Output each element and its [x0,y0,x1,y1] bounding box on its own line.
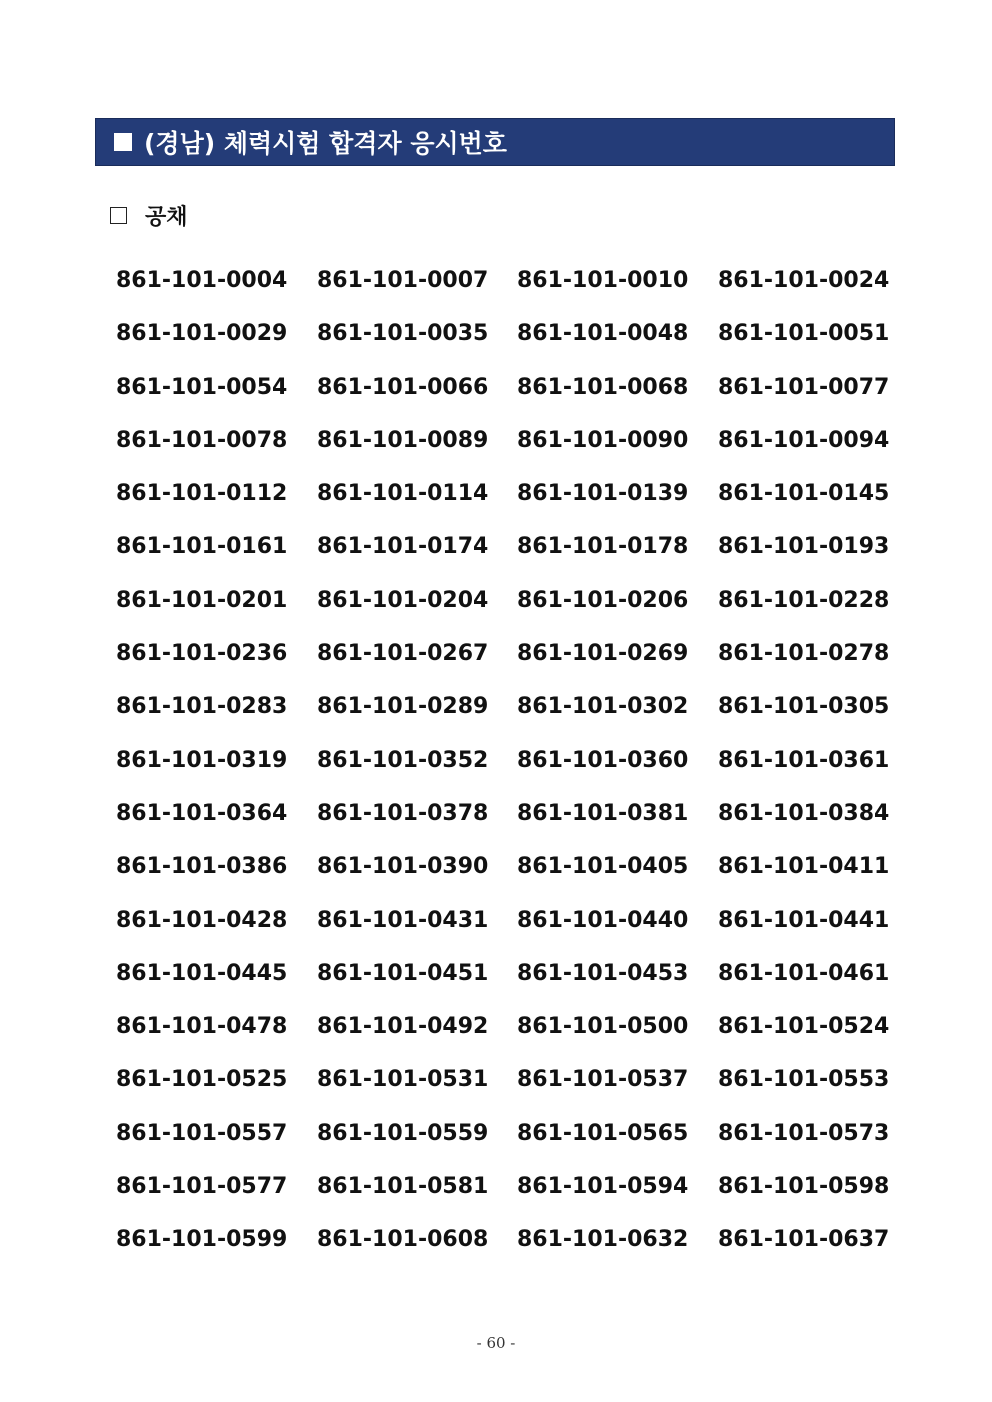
applicant-number: 861-101-0068 [517,374,689,400]
applicant-number: 861-101-0553 [718,1067,890,1093]
applicant-number: 861-101-0428 [116,907,288,933]
applicant-number: 861-101-0453 [517,960,689,986]
applicant-number: 861-101-0319 [116,747,288,773]
filled-square-icon [114,133,132,151]
applicant-number: 861-101-0537 [517,1067,689,1093]
applicant-number: 861-101-0139 [517,481,689,507]
applicant-number: 861-101-0451 [317,960,489,986]
applicant-number: 861-101-0035 [317,321,489,347]
applicant-number: 861-101-0565 [517,1120,689,1146]
section-heading [110,200,188,230]
applicant-number: 861-101-0440 [517,907,689,933]
applicant-number: 861-101-0581 [317,1174,489,1200]
applicant-number: 861-101-0302 [517,694,689,720]
applicant-number: 861-101-0066 [317,374,489,400]
applicant-number: 861-101-0478 [116,1014,288,1040]
applicant-number: 861-101-0029 [116,321,288,347]
applicant-number: 861-101-0206 [517,587,689,613]
applicant-number: 861-101-0608 [317,1227,489,1253]
applicant-number: 861-101-0381 [517,800,689,826]
applicant-number: 861-101-0441 [718,907,890,933]
applicant-number: 861-101-0524 [718,1014,890,1040]
applicant-number: 861-101-0531 [317,1067,489,1093]
applicant-number: 861-101-0007 [317,268,489,293]
applicant-number: 861-101-0577 [116,1174,288,1200]
applicant-number: 861-101-0054 [116,374,288,400]
applicant-number: 861-101-0411 [718,854,890,880]
applicant-number: 861-101-0004 [116,268,288,293]
applicant-number: 861-101-0267 [317,641,489,667]
applicant-number: 861-101-0161 [116,534,288,560]
applicant-number: 861-101-0500 [517,1014,689,1040]
applicant-number: 861-101-0431 [317,907,489,933]
applicant-number: 861-101-0384 [718,800,890,826]
applicant-number: 861-101-0360 [517,747,689,773]
applicant-number: 861-101-0078 [116,427,288,453]
applicant-number: 861-101-0112 [116,481,288,507]
applicant-number: 861-101-0492 [317,1014,489,1040]
section-label: 공채 [145,204,188,230]
applicant-number: 861-101-0201 [116,587,288,613]
applicant-number: 861-101-0598 [718,1174,890,1200]
applicant-number: 861-101-0599 [116,1227,288,1253]
applicant-number: 861-101-0077 [718,374,890,400]
applicant-number: 861-101-0305 [718,694,890,720]
applicant-number: 861-101-0289 [317,694,489,720]
applicant-number: 861-101-0364 [116,800,288,826]
applicant-number: 861-101-0361 [718,747,890,773]
page-number: - 60 - [476,1334,516,1352]
page-title: (경남) 체력시험 합격자 응시번호 [144,129,507,158]
applicant-number: 861-101-0193 [718,534,890,560]
applicant-number: 861-101-0378 [317,800,489,826]
applicant-number: 861-101-0525 [116,1067,288,1093]
applicant-number: 861-101-0559 [317,1120,489,1146]
empty-square-icon [110,207,127,224]
applicant-number: 861-101-0557 [116,1120,288,1146]
applicant-number: 861-101-0283 [116,694,288,720]
applicant-number: 861-101-0269 [517,641,689,667]
applicant-number: 861-101-0024 [718,268,890,293]
applicant-number: 861-101-0637 [718,1227,890,1253]
applicant-number: 861-101-0632 [517,1227,689,1253]
applicant-number: 861-101-0386 [116,854,288,880]
applicant-number: 861-101-0178 [517,534,689,560]
applicant-number: 861-101-0090 [517,427,689,453]
applicant-number: 861-101-0089 [317,427,489,453]
applicant-number: 861-101-0204 [317,587,489,613]
applicant-number: 861-101-0278 [718,641,890,667]
applicant-number: 861-101-0445 [116,960,288,986]
applicant-number: 861-101-0228 [718,587,890,613]
applicant-number: 861-101-0461 [718,960,890,986]
applicant-number: 861-101-0114 [317,481,489,507]
applicant-number: 861-101-0010 [517,268,689,293]
applicant-number: 861-101-0051 [718,321,890,347]
title-banner [95,118,895,166]
applicant-number: 861-101-0352 [317,747,489,773]
applicant-number-grid [116,262,896,1275]
applicant-number: 861-101-0174 [317,534,489,560]
applicant-number: 861-101-0390 [317,854,489,880]
applicant-number: 861-101-0236 [116,641,288,667]
applicant-number: 861-101-0094 [718,427,890,453]
applicant-number: 861-101-0594 [517,1174,689,1200]
applicant-number: 861-101-0145 [718,481,890,507]
applicant-number: 861-101-0048 [517,321,689,347]
applicant-number: 861-101-0573 [718,1120,890,1146]
applicant-number: 861-101-0405 [517,854,689,880]
